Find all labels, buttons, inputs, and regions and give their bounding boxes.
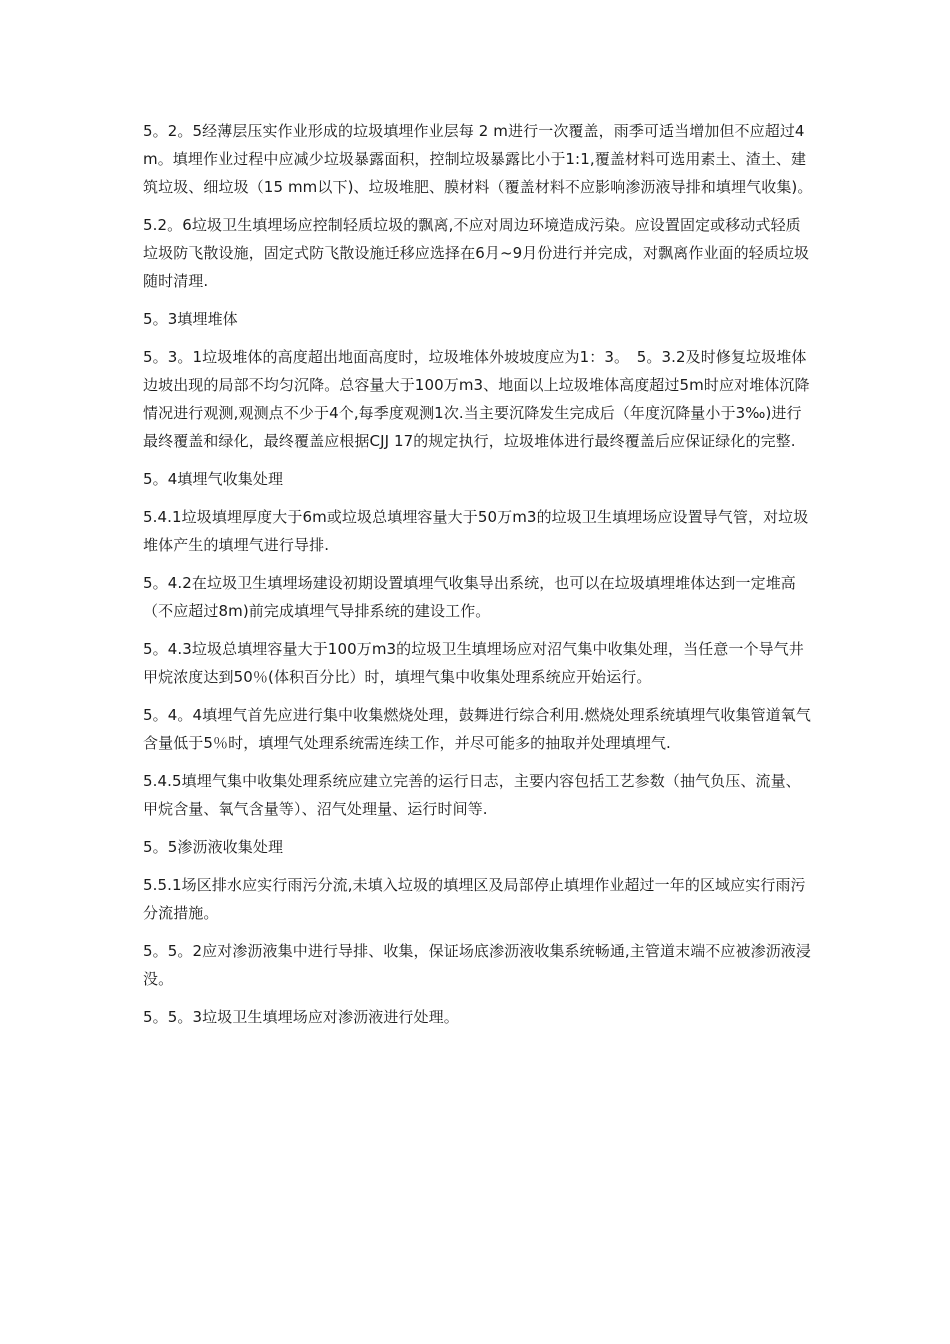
paragraph-5-5-2: 5。5。2应对渗沥液集中进行导排、收集，保证场底渗沥液收集系统畅通,主管道末端不应被渗沥液浸没。: [143, 942, 812, 988]
paragraph-5-4-4: 5。4。4填埋气首先应进行集中收集燃烧处理，鼓舞进行综合利用.燃烧处理系统填埋气收集管道氧气含量低于5％时，填埋气处理系统需连续工作，并尽可能多的抽取并处理填埋气.: [143, 706, 812, 752]
section-heading-5-5: 5。5渗沥液收集处理: [143, 838, 284, 856]
paragraph-5-5-1: 5.5.1场区排水应实行雨污分流,未填入垃圾的填埋区及局部停止填埋作业超过一年的区域应实行雨污分流措施。: [143, 876, 806, 922]
paragraph-5-5-3: 5。5。3垃圾卫生填埋场应对渗沥液进行处理。: [143, 1008, 459, 1026]
paragraph-5-3-1: 5。3。1垃圾堆体的高度超出地面高度时，垃圾堆体外坡坡度应为1：3。 5。3.2及时修复垃圾堆体边坡出现的局部不均匀沉降。总容量大于100万m3、地面以上垃圾堆体高度超过5m时应对堆体沉降情况进行观测,观测点不少于4个,每季度观测1次.当主要沉降发生完成后（年度沉降量小于3‰)进行最终覆盖和绿化，最终覆盖应根据CJJ 17的规定执行，垃圾堆体进行最终覆盖后应保证绿化的完整.: [143, 348, 810, 450]
paragraph-5-2-6: 5.2。6垃圾卫生填埋场应控制轻质垃圾的飘离,不应对周边环境造成污染。应设置固定或移动式轻质垃圾防飞散设施，固定式防飞散设施迁移应选择在6月~9月份进行并完成，对飘离作业面的轻质垃圾随时清理.: [143, 216, 810, 290]
section-heading-5-3: 5。3填埋堆体: [143, 310, 238, 328]
section-heading-5-4: 5。4填埋气收集处理: [143, 470, 284, 488]
paragraph-5-4-1: 5.4.1垃圾填埋厚度大于6m或垃圾总填埋容量大于50万m3的垃圾卫生填埋场应设置导气管，对垃圾堆体产生的填埋气进行导排.: [143, 508, 809, 554]
paragraph-5-4-2: 5。4.2在垃圾卫生填埋场建设初期设置填埋气收集导出系统，也可以在垃圾填埋堆体达到一定堆高（不应超过8m)前完成填埋气导排系统的建设工作。: [143, 574, 796, 620]
paragraph-5-4-3: 5。4.3垃圾总填埋容量大于100万m3的垃圾卫生填埋场应对沼气集中收集处理，当任意一个导气井甲烷浓度达到50％(体积百分比）时，填埋气集中收集处理系统应开始运行。: [143, 640, 804, 686]
paragraph-5-2-5: 5。2。5经薄层压实作业形成的垃圾填埋作业层每 2 m进行一次覆盖，雨季可适当增加但不应超过4 m。填埋作业过程中应减少垃圾暴露面积，控制垃圾暴露比小于1:1,覆盖材料可选用素土、渣土、建筑垃圾、细垃圾（15 mm以下)、垃圾堆肥、膜材料（覆盖材料不应影响渗沥液导排和填埋气收集)。: [143, 122, 813, 196]
paragraph-5-4-5: 5.4.5填埋气集中收集处理系统应建立完善的运行日志，主要内容包括工艺参数（抽气负压、流量、甲烷含量、氧气含量等）、沼气处理量、运行时间等.: [143, 772, 801, 818]
document-body: [143, 117, 815, 1041]
